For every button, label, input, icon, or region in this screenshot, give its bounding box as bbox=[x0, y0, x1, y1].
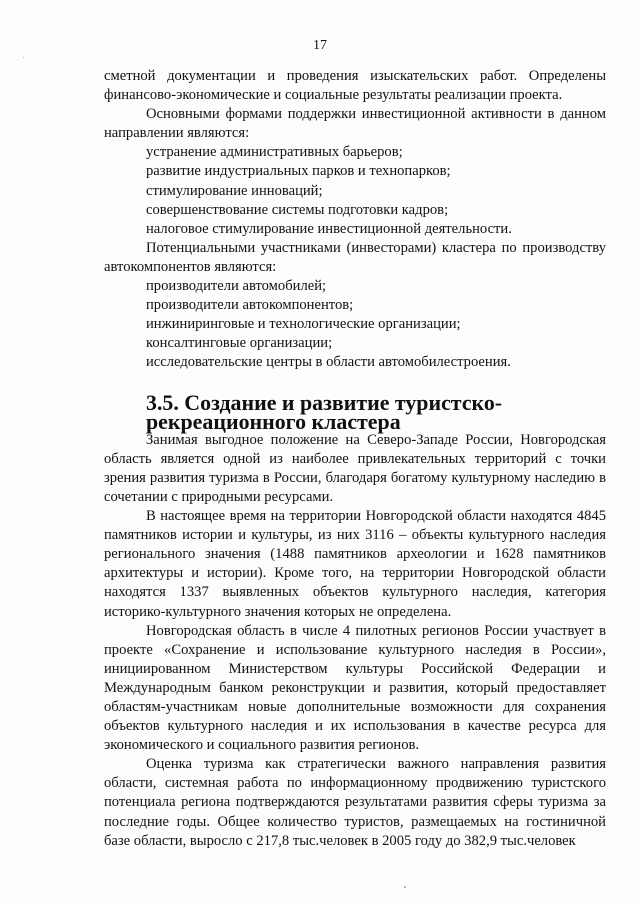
list-item: совершенствование системы подготовки кадров; bbox=[146, 201, 449, 218]
list-item: производители автокомпонентов; bbox=[146, 297, 354, 314]
list-item: устранение административных барьеров; bbox=[146, 144, 403, 161]
page-number: 17 bbox=[313, 38, 327, 53]
paragraph-tourism-assessment: Оценка туризма как стратегически важного направления развития области, системная работа по информационному продвижению туристского потенциала региона подтверждаются результатами развития сферы туризма за последние годы. Общее количество туристов, размещаемых на гостиничной базе области, выросло с 217,8 тыс.человек в 2005 году до 382,9 тыс.человек bbox=[104, 756, 606, 849]
section-heading: 3.5. Создание и развитие туристско-рекреационного кластера bbox=[146, 389, 503, 434]
list-item: консалтинговые организации; bbox=[146, 335, 333, 352]
paragraph-continuation: сметной документации и проведения изыскательских работ. Определены финансово-экономические и социальные результаты реализации проекта. bbox=[104, 68, 606, 104]
list-item: производители автомобилей; bbox=[146, 278, 327, 295]
paragraph-location: Занимая выгодное положение на Северо-Западе России, Новгородская область является одной из наиболее привлекательных территорий с точки зрения развития туризма в России, благодаря богатому культурному наследию в сочетании с природными ресурсами. bbox=[104, 431, 606, 505]
list-item: стимулирование инноваций; bbox=[146, 182, 323, 199]
support-forms-list bbox=[104, 143, 606, 238]
scan-speck bbox=[23, 57, 24, 58]
paragraph-pilot-project: Новгородская область в числе 4 пилотных регионов России участвует в проекте «Сохранение и использование культурного наследия в России», инициированном Министерством культуры Российской Федерации и Международным банком реконструкции и развития, который предоставляет областям-участникам новые дополнительные возможности для сохранения объектов культурного наследия и их использования в качестве ресурса для экономического и социального развития регионов. bbox=[104, 622, 606, 754]
paragraph-participants-intro: Потенциальными участниками (инвесторами) кластера по производству автокомпонентов являются: bbox=[104, 239, 606, 275]
list-item: инжиниринговые и технологические организации; bbox=[146, 316, 461, 333]
paragraph-monuments: В настоящее время на территории Новгородской области находятся 4845 памятников истории и культуры, из них 3116 – объекты культурного наследия регионального значения (1488 памятников археологии и 1628 памятников архитектуры и истории). Кроме того, на территории Новгородской области находятся 1337 выявленных объектов культурного наследия, категория историко-культурного значения которых не определена. bbox=[104, 508, 606, 620]
list-item: развитие индустриальных парков и технопарков; bbox=[146, 163, 451, 180]
list-item: налоговое стимулирование инвестиционной деятельности. bbox=[146, 220, 512, 237]
page-content bbox=[104, 67, 606, 851]
paragraph-support-forms-intro: Основными формами поддержки инвестиционной активности в данном направлении являются: bbox=[104, 106, 606, 142]
participants-list bbox=[104, 277, 606, 372]
list-item: исследовательские центры в области автомобилестроения. bbox=[146, 354, 511, 371]
scan-speck bbox=[404, 886, 406, 888]
